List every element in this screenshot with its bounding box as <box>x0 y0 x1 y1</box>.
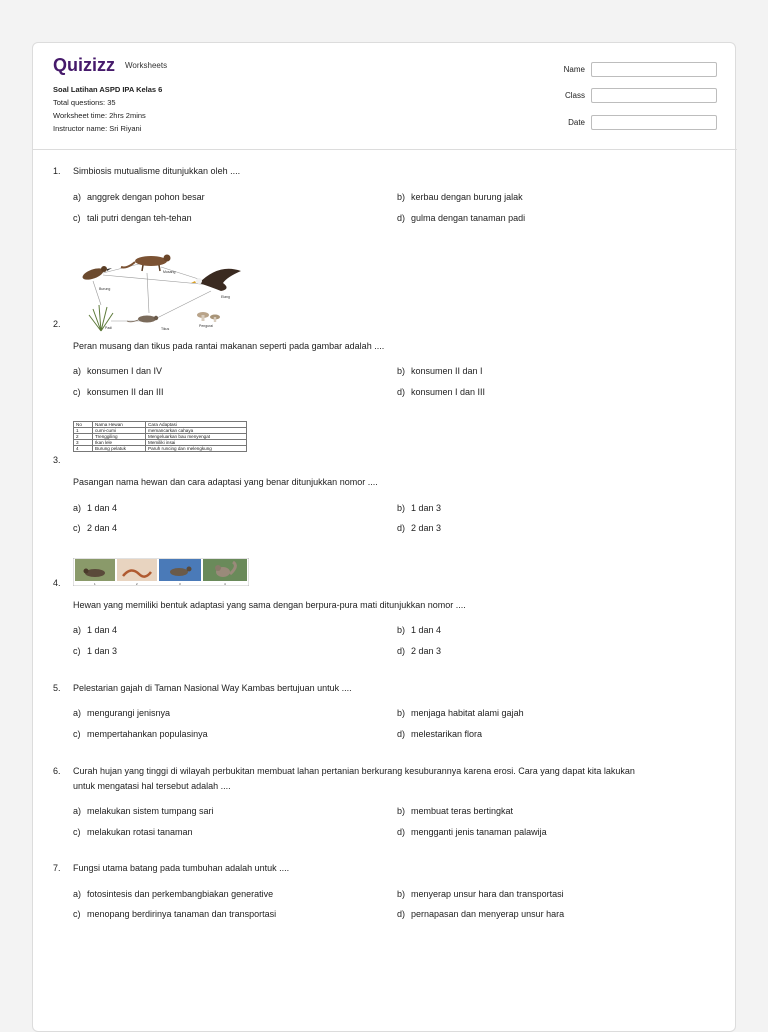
q2-option-a[interactable]: a) konsumen I dan IV <box>73 366 163 376</box>
question-5-text: Pelestarian gajah di Taman Nasional Way Kambas bertujuan untuk .... <box>73 683 352 693</box>
question-1-text: Simbiosis mutualisme ditunjukkan oleh .... <box>73 166 241 176</box>
food-chain-image <box>71 243 249 333</box>
mushroom-icon <box>197 312 220 322</box>
q2-option-d[interactable]: d) konsumen I dan III <box>397 387 486 397</box>
name-field[interactable] <box>591 62 717 77</box>
q2-option-b[interactable]: b) konsumen II dan I <box>397 366 483 376</box>
table-row: 2 Trenggiling Mengeluarkan bau menyengat <box>74 434 247 440</box>
q7-option-a[interactable]: a) fotosintesis dan perkembangbiakan generative <box>73 889 274 899</box>
bird-icon <box>81 266 112 282</box>
q3-option-b[interactable]: b) 1 dan 3 <box>397 503 442 513</box>
q1-option-b[interactable]: b) kerbau dengan burung jalak <box>397 192 523 202</box>
q4-option-d[interactable]: d) 2 dan 3 <box>397 646 442 656</box>
question-7-number: 7. <box>53 863 61 873</box>
q5-option-a[interactable]: a) mengurangi jenisnya <box>73 708 171 718</box>
question-2-number: 2. <box>53 319 61 329</box>
q5-option-c[interactable]: c) mempertahankan populasinya <box>73 729 208 739</box>
civet-icon <box>121 255 171 272</box>
q2-option-c[interactable]: c) konsumen II dan III <box>73 387 164 397</box>
table-header-no: No <box>74 422 93 428</box>
q7-option-b[interactable]: b) menyerap unsur hara dan transportasi <box>397 889 564 899</box>
total-questions: Total questions: 35 <box>53 98 116 107</box>
adaptation-table <box>73 421 247 452</box>
q4-option-b[interactable]: b) 1 dan 4 <box>397 625 442 635</box>
question-6-number: 6. <box>53 766 61 776</box>
date-label: Date <box>568 118 585 127</box>
eagle-icon <box>191 269 241 291</box>
q6-option-b[interactable]: b) membuat teras bertingkat <box>397 806 514 816</box>
photo-4-squirrel <box>203 559 247 581</box>
q5-option-b[interactable]: b) menjaga habitat alami gajah <box>397 708 524 718</box>
worksheet-title: Soal Latihan ASPD IPA Kelas 6 <box>53 85 163 94</box>
question-7-text: Fungsi utama batang pada tumbuhan adalah untuk .... <box>73 863 290 873</box>
table-row: 1 cumi-cumi memancarkan cahaya <box>74 428 247 434</box>
table-row: 4 Burung pelatuk Paruh runcing dan melengkung <box>74 446 247 452</box>
table-header-animal: Nama Hewan <box>93 422 146 428</box>
name-label: Name <box>563 65 585 74</box>
photo-2-snake <box>117 559 157 581</box>
worksheets-label: Worksheets <box>125 61 168 70</box>
question-6-text-line1: Curah hujan yang tinggi di wilayah perbukitan membuat lahan pertanian berkurang kesuburannya karena erosi. Cara yang dapat kita lakukan <box>73 766 635 776</box>
worksheet-time: Worksheet time: 2hrs 2mins <box>53 111 146 120</box>
date-field[interactable] <box>591 115 717 130</box>
photo-3-wolf <box>159 559 201 581</box>
worksheet-header <box>33 43 737 150</box>
question-2-text: Peran musang dan tikus pada rantai makanan seperti pada gambar adalah .... <box>73 341 385 351</box>
table-row: 3 Ikan lele Memiliki insai <box>74 440 247 446</box>
table-header-adaptation: Cara Adaptasi <box>146 422 247 428</box>
q3-option-d[interactable]: d) 2 dan 3 <box>397 523 442 533</box>
food-chain-label-pengurai: Pengurai <box>199 324 214 328</box>
class-field[interactable] <box>591 88 717 103</box>
question-6-text-line2: untuk mengatasi hal tersebut adalah .... <box>73 781 231 791</box>
instructor-name: Instructor name: Sri Riyani <box>53 124 142 133</box>
food-chain-label-burung: Burung <box>99 287 111 291</box>
q5-option-d[interactable]: d) melestarikan flora <box>397 729 483 739</box>
food-chain-label-padi: Padi <box>105 326 113 330</box>
photo-label-4: 4 <box>224 582 226 586</box>
q6-option-d[interactable]: d) mengganti jenis tanaman palawija <box>397 827 547 837</box>
question-1-number: 1. <box>53 166 61 176</box>
question-3-text: Pasangan nama hewan dan cara adaptasi yang benar ditunjukkan nomor .... <box>73 477 378 487</box>
photo-1-opossum <box>75 559 115 581</box>
animal-photos-strip <box>73 558 249 586</box>
food-chain-label-elang: Elang <box>221 295 230 299</box>
q6-option-c[interactable]: c) melakukan rotasi tanaman <box>73 827 193 837</box>
q4-option-c[interactable]: c) 1 dan 3 <box>73 646 118 656</box>
photo-label-3: 3 <box>179 582 181 586</box>
q6-option-a[interactable]: a) melakukan sistem tumpang sari <box>73 806 214 816</box>
photo-label-1: 1 <box>94 582 96 586</box>
question-4-number: 4. <box>53 578 61 588</box>
question-3-number: 3. <box>53 455 61 465</box>
photo-label-2: 2 <box>136 582 138 586</box>
food-chain-label-tikus: Tikus <box>161 327 170 331</box>
q7-option-c[interactable]: c) menopang berdirinya tanaman dan transportasi <box>73 909 277 919</box>
worksheet-page <box>32 42 736 1032</box>
food-chain-label-musang: Musang <box>163 270 176 274</box>
quizizz-logo: Quizizz <box>53 55 115 75</box>
class-label: Class <box>564 91 585 100</box>
q3-option-a[interactable]: a) 1 dan 4 <box>73 503 118 513</box>
q4-option-a[interactable]: a) 1 dan 4 <box>73 625 118 635</box>
rat-icon <box>127 316 158 323</box>
q1-option-d[interactable]: d) gulma dengan tanaman padi <box>397 213 526 223</box>
question-5-number: 5. <box>53 683 61 693</box>
q3-option-c[interactable]: c) 2 dan 4 <box>73 523 118 533</box>
q1-option-c[interactable]: c) tali putri dengan teh-tehan <box>73 213 192 223</box>
q1-option-a[interactable]: a) anggrek dengan pohon besar <box>73 192 205 202</box>
question-4-text: Hewan yang memiliki bentuk adaptasi yang sama dengan berpura-pura mati ditunjukkan nomor .... <box>73 600 466 610</box>
q7-option-d[interactable]: d) pernapasan dan menyerap unsur hara <box>397 909 565 919</box>
